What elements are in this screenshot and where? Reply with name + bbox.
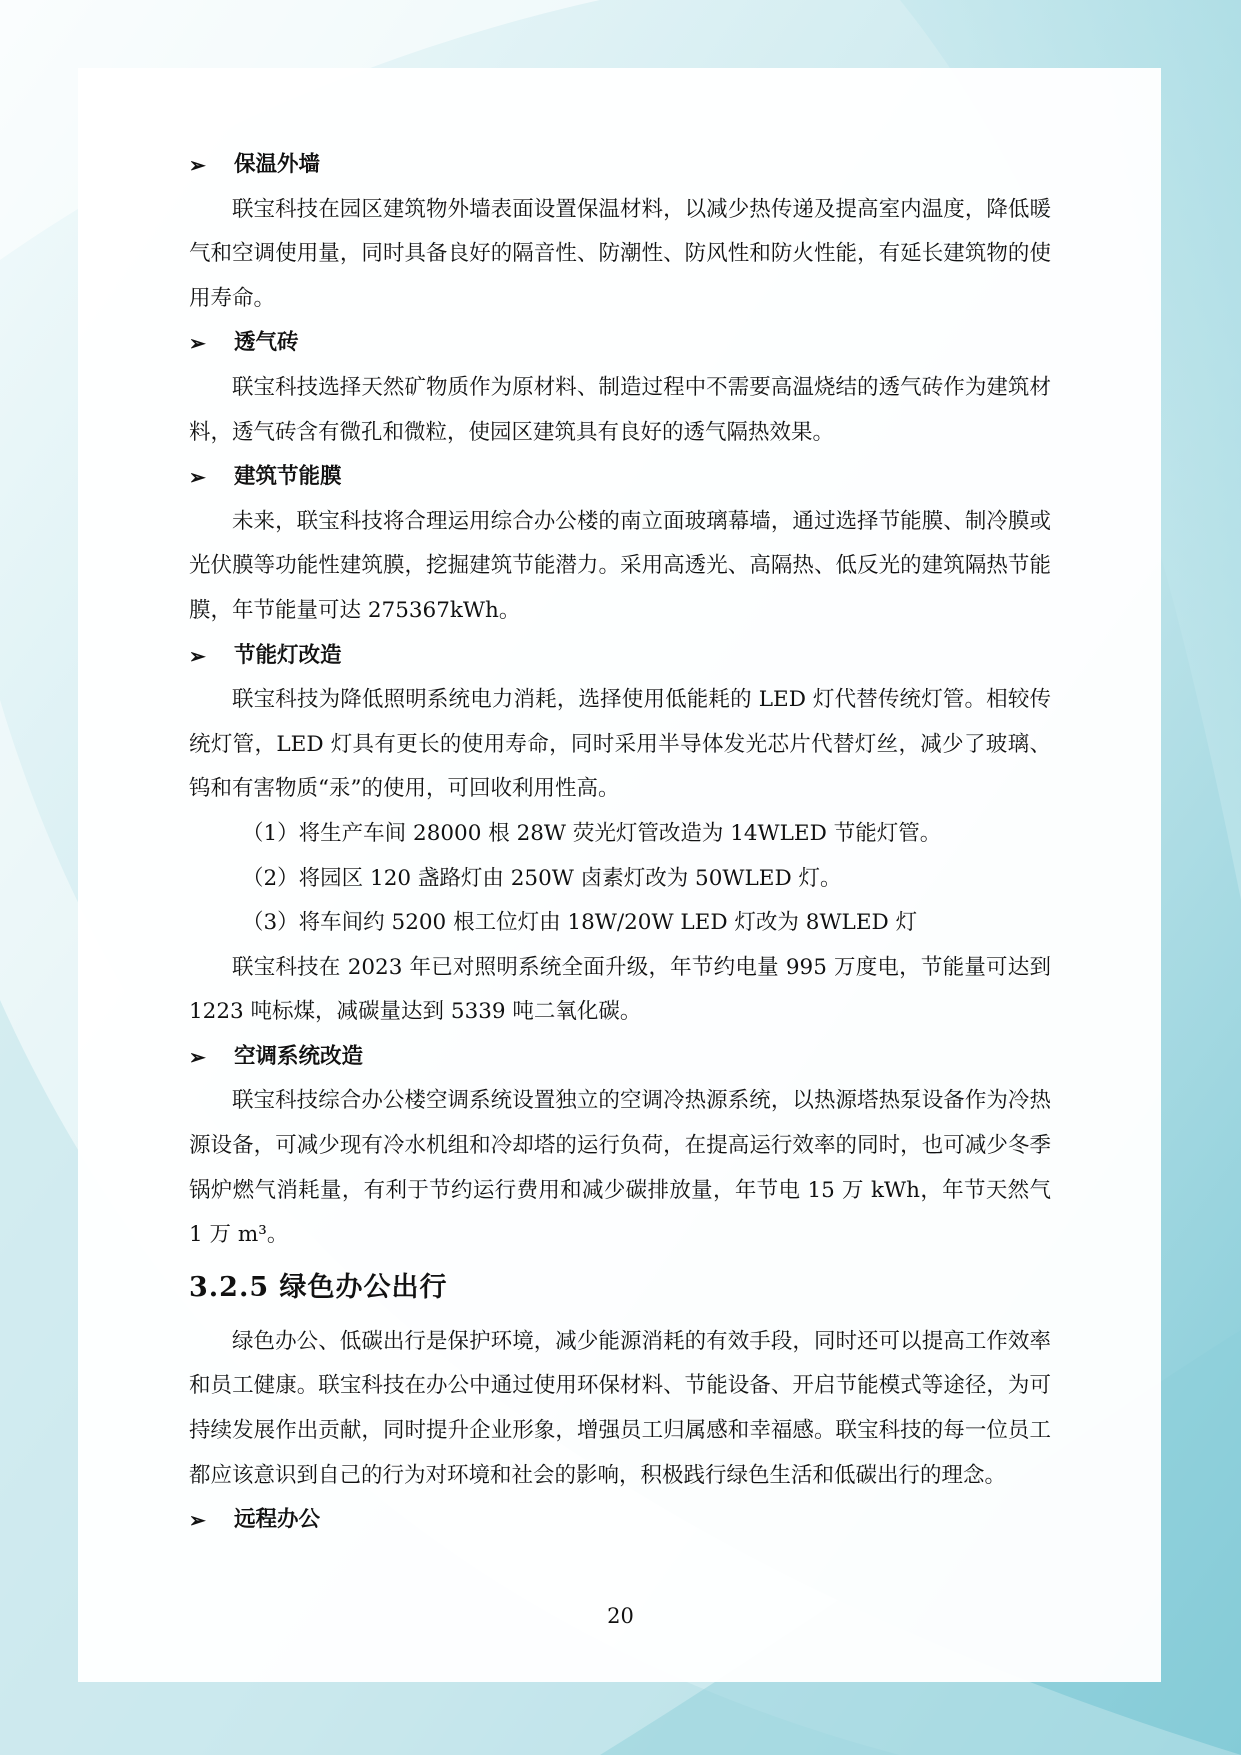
arrow-bullet-icon: ➢ bbox=[189, 1044, 206, 1069]
heading-text: 透气砖 bbox=[234, 330, 299, 356]
heading-text: 远程办公 bbox=[234, 1507, 321, 1533]
paragraph: 联宝科技在 2023 年已对照明系统全面升级，年节约电量 995 万度电，节能量可达到 1223 吨标煤，减碳量达到 5339 吨二氧化碳。 bbox=[189, 954, 1051, 1025]
subsection-heading bbox=[189, 1498, 1051, 1543]
paragraph: 联宝科技选择天然矿物质作为原材料、制造过程中不需要高温烧结的透气砖作为建筑材料，透气砖含有微孔和微粒，使园区建筑具有良好的透气隔热效果。 bbox=[189, 374, 1051, 445]
paragraph: 联宝科技综合办公楼空调系统设置独立的空调冷热源系统，以热源塔热泵设备作为冷热源设备，可减少现有冷水机组和冷却塔的运行负荷，在提高运行效率的同时，也可减少冬季锅炉燃气消耗量，有利于节约运行费用和减少碳排放量，年节电 15 万 kWh，年节天然气 1 万 m³。 bbox=[189, 1088, 1051, 1248]
heading-text: 保温外墙 bbox=[234, 152, 321, 177]
paragraph: 联宝科技在园区建筑物外墙表面设置保温材料，以减少热传递及提高室内温度，降低暖气和空调使用量，同时具备良好的隔音性、防潮性、防风性和防火性能，有延长建筑物的使用寿命。 bbox=[189, 196, 1051, 311]
list-item: （1）将生产车间 28000 根 28W 荧光灯管改造为 14WLED 节能灯管。 bbox=[242, 820, 942, 846]
heading-text: 空调系统改造 bbox=[234, 1043, 364, 1069]
list-item: （2）将园区 120 盏路灯由 250W 卤素灯改为 50WLED 灯。 bbox=[242, 865, 842, 891]
page-number: 20 bbox=[607, 1604, 634, 1628]
paragraph: 未来，联宝科技将合理运用综合办公楼的南立面玻璃幕墙，通过选择节能膜、制冷膜或光伏膜等功能性建筑膜，挖掘建筑节能潜力。采用高透光、高隔热、低反光的建筑隔热节能膜，年节能量可达 275367kWh。 bbox=[189, 508, 1051, 623]
subsection-heading bbox=[189, 321, 1051, 366]
paragraph: 绿色办公、低碳出行是保护环境，减少能源消耗的有效手段，同时还可以提高工作效率和员工健康。联宝科技在办公中通过使用环保材料、节能设备、开启节能模式等途径，为可持续发展作出贡献，同时提升企业形象，增强员工归属感和幸福感。联宝科技的每一位员工都应该意识到自己的行为对环境和社会的影响，积极践行绿色生活和低碳出行的理念。 bbox=[189, 1328, 1051, 1488]
arrow-bullet-icon: ➢ bbox=[189, 465, 206, 490]
list-item: （3）将车间约 5200 根工位灯由 18W/20W LED 灯改为 8WLED 灯 bbox=[242, 910, 918, 936]
paragraph: 联宝科技为降低照明系统电力消耗，选择使用低能耗的 LED 灯代替传统灯管。相较传统灯管，LED 灯具有更长的使用寿命，同时采用半导体发光芯片代替灯丝，减少了玻璃、钨和有害物质“汞”的使用，可回收利用性高。 bbox=[189, 687, 1051, 802]
arrow-bullet-icon: ➢ bbox=[189, 643, 206, 668]
arrow-bullet-icon: ➢ bbox=[189, 1508, 206, 1533]
document-body bbox=[189, 143, 1051, 1543]
arrow-bullet-icon: ➢ bbox=[189, 331, 206, 356]
heading-text: 建筑节能膜 bbox=[234, 464, 342, 490]
subsection-heading bbox=[189, 143, 1051, 188]
subsection-heading bbox=[189, 634, 1051, 679]
section-title: 3.2.5 绿色办公出行 bbox=[189, 1271, 448, 1303]
heading-text: 节能灯改造 bbox=[234, 642, 342, 668]
subsection-heading bbox=[189, 1035, 1051, 1080]
arrow-bullet-icon: ➢ bbox=[189, 153, 206, 177]
subsection-heading bbox=[189, 455, 1051, 500]
